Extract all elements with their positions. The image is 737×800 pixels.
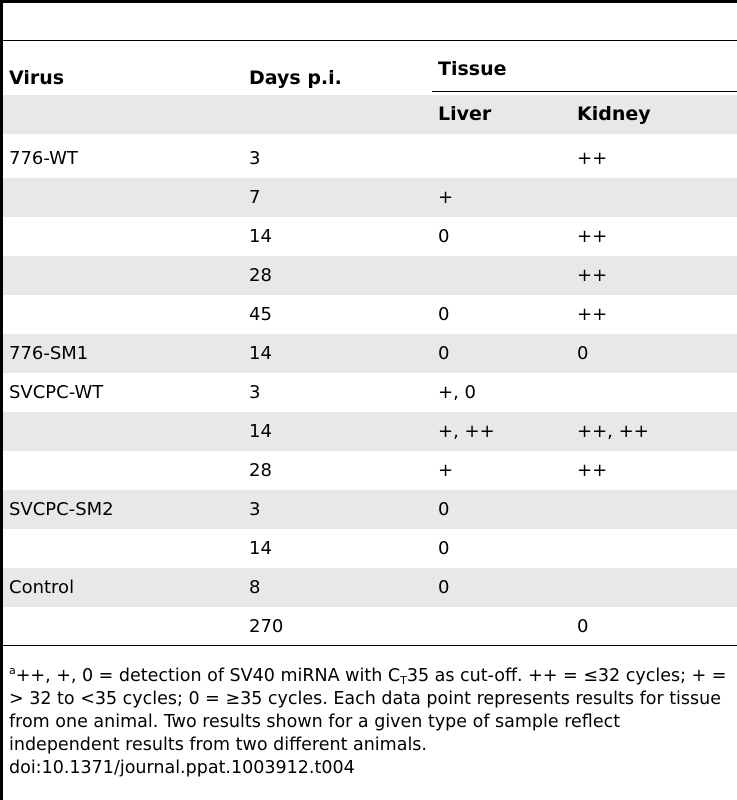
cell-days: 3 xyxy=(249,148,261,169)
cell-virus: Control xyxy=(9,577,75,598)
cell-kidney: ++ xyxy=(577,460,608,481)
cell-days: 14 xyxy=(249,538,272,559)
cell-days: 7 xyxy=(249,187,261,208)
header-tissue: Tissue xyxy=(438,58,507,80)
cell-liver: 0 xyxy=(438,304,450,325)
table-row xyxy=(3,529,737,568)
cell-virus: SVCPC-SM2 xyxy=(9,499,114,520)
table-row xyxy=(3,412,737,451)
cell-virus: SVCPC-WT xyxy=(9,382,104,403)
cell-days: 14 xyxy=(249,421,272,442)
table-row xyxy=(3,139,737,178)
cell-liver: 0 xyxy=(438,226,450,247)
table-row xyxy=(3,490,737,529)
cell-days: 14 xyxy=(249,343,272,364)
table-row xyxy=(3,451,737,490)
table-bottom-rule xyxy=(3,645,737,646)
cell-liver: + xyxy=(438,187,454,208)
top-border xyxy=(0,0,737,3)
table-row xyxy=(3,334,737,373)
cell-days: 270 xyxy=(249,616,284,637)
cell-liver: +, 0 xyxy=(438,382,476,403)
cell-kidney: 0 xyxy=(577,616,589,637)
table-row xyxy=(3,256,737,295)
cell-days: 28 xyxy=(249,460,272,481)
cell-liver: 0 xyxy=(438,577,450,598)
cell-days: 14 xyxy=(249,226,272,247)
cell-days: 3 xyxy=(249,499,261,520)
cell-kidney: ++, ++ xyxy=(577,421,649,442)
cell-days: 8 xyxy=(249,577,261,598)
cell-days: 28 xyxy=(249,265,272,286)
cell-liver: +, ++ xyxy=(438,421,495,442)
header-days: Days p.i. xyxy=(249,67,342,89)
table-row xyxy=(3,178,737,217)
cell-virus: 776-SM1 xyxy=(9,343,89,364)
footnote-marker: a xyxy=(9,664,16,677)
footnote-text-part1: ++, +, 0 = detection of SV40 miRNA with C xyxy=(15,666,401,686)
header-virus: Virus xyxy=(9,67,65,89)
cell-kidney: ++ xyxy=(577,226,608,247)
cell-kidney: ++ xyxy=(577,148,608,169)
header-kidney: Kidney xyxy=(577,103,651,125)
cell-days: 45 xyxy=(249,304,272,325)
table-row xyxy=(3,568,737,607)
footnote-ct-subscript: T xyxy=(400,674,407,687)
table-row xyxy=(3,295,737,334)
cell-kidney: 0 xyxy=(577,343,589,364)
tissue-subheader-rule xyxy=(432,91,737,92)
cell-kidney: ++ xyxy=(577,304,608,325)
table-row xyxy=(3,373,737,412)
table-footnote xyxy=(9,665,735,780)
table-row xyxy=(3,217,737,256)
cell-virus: 776-WT xyxy=(9,148,78,169)
cell-liver: 0 xyxy=(438,499,450,520)
header-top-rule xyxy=(3,40,737,41)
table-row xyxy=(3,607,737,646)
header-liver: Liver xyxy=(438,103,492,125)
cell-liver: 0 xyxy=(438,538,450,559)
cell-liver: + xyxy=(438,460,454,481)
subheader-row xyxy=(3,95,737,134)
cell-kidney: ++ xyxy=(577,265,608,286)
footnote-text-part2: 35 as cut-off. ++ = ≤32 cycles; + = > 32 to <35 cycles; 0 = ≥35 cycles. Each data point represents results for tissue from one animal. Two results shown for a given type of sample reflect independent results from two different animals. xyxy=(9,666,727,755)
cell-liver: 0 xyxy=(438,343,450,364)
footnote-doi: doi:10.1371/journal.ppat.1003912.t004 xyxy=(9,758,355,778)
cell-days: 3 xyxy=(249,382,261,403)
